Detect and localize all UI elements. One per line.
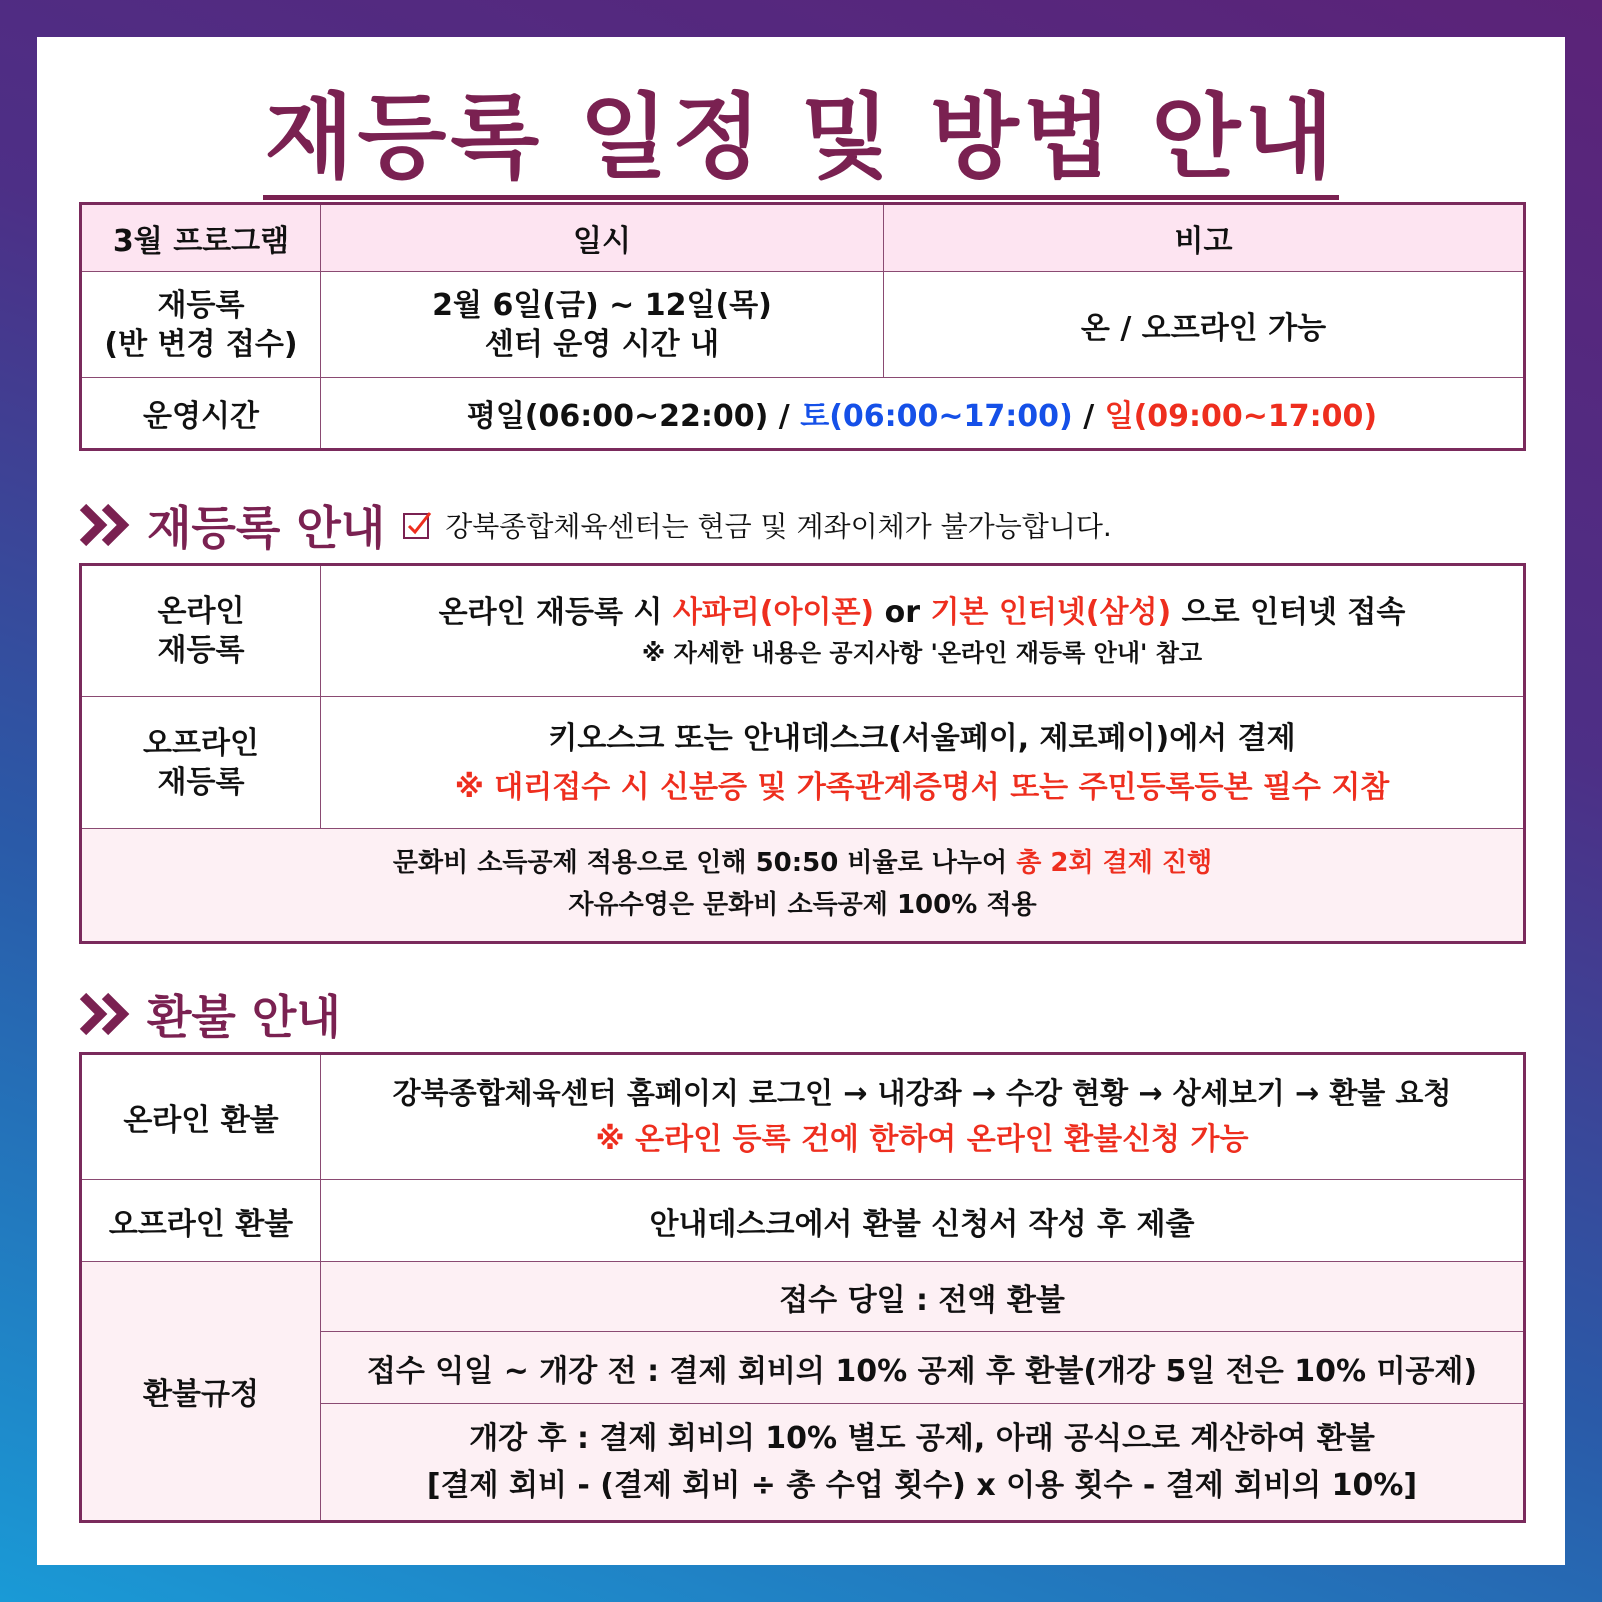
rereg-section-heading	[79, 500, 1112, 555]
payment-note: 강북종합체육센터는 현금 및 계좌이체가 불가능합니다.	[401, 505, 1112, 545]
refund-online-row	[81, 1054, 1525, 1180]
hours-value: 평일(06:00~22:00) / 토(06:00~17:00) / 일(09:00~17:00)	[321, 378, 1525, 450]
online-refund-text: 강북종합체육센터 홈페이지 로그인 → 내강좌 → 수강 현황 → 상세보기 → 환불 요청	[392, 1075, 1452, 1110]
offline-refund-label: 오프라인 환불	[81, 1180, 321, 1262]
refund-rules-label: 환불규정	[81, 1262, 321, 1522]
hours-saturday: 토(06:00~17:00)	[800, 399, 1073, 434]
offline-rereg-label: 오프라인 재등록	[81, 697, 321, 829]
hours-label: 운영시간	[81, 378, 321, 450]
page-title: 재등록 일정 및 방법 안내	[37, 87, 1565, 188]
double-chevron-icon	[79, 992, 133, 1036]
offline-rereg-warning: ※ 대리접수 시 신분증 및 가족관계증명서 또는 주민등록등본 필수 지참	[454, 769, 1390, 805]
checkbox-checked-icon	[401, 509, 433, 541]
hours-sunday: 일(09:00~17:00)	[1104, 399, 1378, 434]
online-refund-content	[321, 1054, 1525, 1180]
online-rereg-label: 온라인 재등록	[81, 565, 321, 697]
schedule-hours-row	[81, 378, 1525, 450]
rereg-section-title: 재등록 안내	[147, 501, 386, 555]
rereg-offline-row	[81, 697, 1525, 829]
rereg-date: 2월 6일(금) ~ 12일(목) 센터 운영 시간 내	[321, 272, 884, 378]
schedule-header-row	[81, 204, 1525, 272]
offline-refund-text: 안내데스크에서 환불 신청서 작성 후 제출	[321, 1180, 1525, 1262]
refund-section-title: 환불 안내	[147, 990, 341, 1044]
refund-section-heading	[79, 987, 341, 1044]
online-refund-warning: ※ 온라인 등록 건에 한하여 온라인 환불신청 가능	[595, 1122, 1249, 1158]
rereg-note: 온 / 오프라인 가능	[884, 272, 1525, 378]
online-rereg-text: 온라인 재등록 시 사파리(아이폰) or 기본 인터넷(삼성) 으로 인터넷 접속	[438, 594, 1406, 630]
offline-rereg-content	[321, 697, 1525, 829]
online-rereg-content	[321, 565, 1525, 697]
rereg-online-row	[81, 565, 1525, 697]
refund-rule-row-1	[81, 1262, 1525, 1332]
hours-weekday: 평일(06:00~22:00)	[466, 399, 769, 434]
double-chevron-icon	[79, 503, 133, 547]
schedule-rereg-row	[81, 272, 1525, 378]
rereg-table	[79, 563, 1526, 944]
refund-offline-row	[81, 1180, 1525, 1262]
refund-rule-1: 접수 당일 : 전액 환불	[321, 1262, 1525, 1332]
offline-rereg-text: 키오스크 또는 안내데스크(서울페이, 제로페이)에서 결제	[548, 720, 1296, 756]
header-note: 비고	[884, 204, 1525, 272]
online-rereg-sub: ※ 자세한 내용은 공지사항 '온라인 재등록 안내' 참고	[641, 638, 1203, 667]
online-refund-label: 온라인 환불	[81, 1054, 321, 1180]
cultural-deduction-note: 문화비 소득공제 적용으로 인해 50:50 비율로 나누어 총 2회 결제 진행 자유수영은 문화비 소득공제 100% 적용	[81, 829, 1525, 943]
rereg-footer-row	[81, 829, 1525, 943]
rereg-label: 재등록 (반 변경 접수)	[81, 272, 321, 378]
header-program: 3월 프로그램	[81, 204, 321, 272]
schedule-table	[79, 202, 1526, 451]
refund-rule-3: 개강 후 : 결제 회비의 10% 별도 공제, 아래 공식으로 계산하여 환불 [결제 회비 - (결제 회비 ÷ 총 수업 횟수) x 이용 횟수 - 결제 회비의 10%]	[321, 1404, 1525, 1522]
notice-card	[37, 37, 1565, 1565]
refund-rule-2: 접수 익일 ~ 개강 전 : 결제 회비의 10% 공제 후 환불(개강 5일 전은 10% 미공제)	[321, 1332, 1525, 1404]
header-date: 일시	[321, 204, 884, 272]
refund-table	[79, 1052, 1526, 1523]
